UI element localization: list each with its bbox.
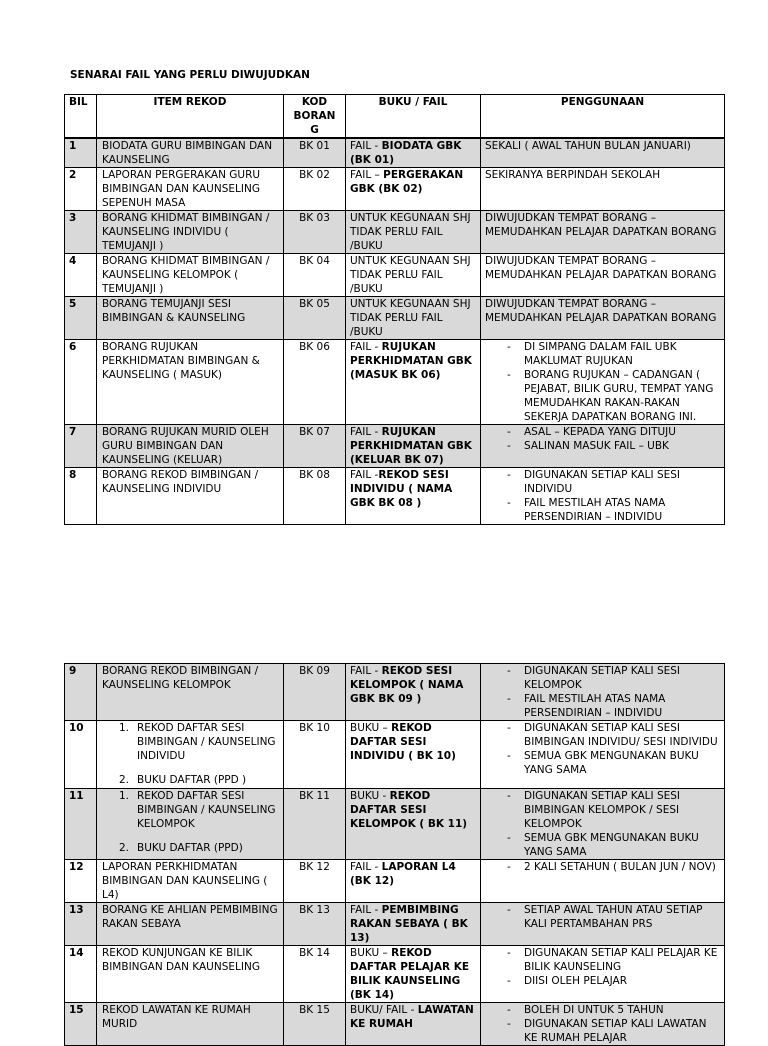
records-table-part-2 xyxy=(64,663,725,1046)
item-list-text: REKOD DAFTAR SESI BIMBINGAN / KAUNSELING INDIVIDU xyxy=(137,722,276,762)
penggunaan xyxy=(481,946,725,1003)
buku-fail-name: RUJUKAN PERKHIDMATAN GBK (MASUK BK 06) xyxy=(350,341,472,381)
buku-fail-name: PERGERAKAN GBK (BK 02) xyxy=(350,169,464,195)
penggunaan-item: - SEMUA GBK MENGUNAKAN BUKU YANG SAMA xyxy=(485,749,720,777)
item-rekod: BORANG TEMUJANJI SESI BIMBINGAN & KAUNSELING xyxy=(97,297,284,340)
item-list-text: BUKU DAFTAR (PPD ) xyxy=(137,774,247,786)
buku-fail xyxy=(346,946,481,1003)
buku-fail xyxy=(346,1003,481,1046)
item-rekod xyxy=(97,789,284,860)
item-list xyxy=(102,721,279,787)
penggunaan-list xyxy=(485,903,720,931)
buku-fail-name: REKOD SESI INDIVIDU ( NAMA GBK BK 08 ) xyxy=(350,469,453,509)
buku-fail-prefix: BUKU – xyxy=(350,947,392,959)
item-list-entry xyxy=(102,773,279,787)
row-number: 1 xyxy=(65,138,97,168)
penggunaan xyxy=(481,721,725,789)
kod-borang: BK 04 xyxy=(284,254,346,297)
table-row xyxy=(65,297,725,340)
item-list-text: BUKU DAFTAR (PPD) xyxy=(137,842,243,854)
penggunaan xyxy=(481,340,725,425)
penggunaan: DIWUJUDKAN TEMPAT BORANG – MEMUDAHKAN PELAJAR DAPATKAN BORANG xyxy=(481,254,725,297)
item-list-number: 2. xyxy=(119,842,130,854)
row-number: 11 xyxy=(65,789,97,860)
row-number: 4 xyxy=(65,254,97,297)
penggunaan xyxy=(481,425,725,468)
item-rekod: BORANG REKOD BIMBINGAN / KAUNSELING INDIVIDU xyxy=(97,468,284,525)
row-number: 3 xyxy=(65,211,97,254)
buku-fail-prefix: FAIL - xyxy=(350,140,382,152)
table-row xyxy=(65,903,725,946)
table-row xyxy=(65,138,725,168)
kod-borang: BK 12 xyxy=(284,860,346,903)
buku-fail xyxy=(346,903,481,946)
table-row xyxy=(65,425,725,468)
buku-fail-name: REKOD DAFTAR SESI INDIVIDU ( BK 10) xyxy=(350,722,456,762)
penggunaan: DIWUJUDKAN TEMPAT BORANG – MEMUDAHKAN PELAJAR DAPATKAN BORANG xyxy=(481,297,725,340)
kod-borang: BK 13 xyxy=(284,903,346,946)
penggunaan-list xyxy=(485,946,720,988)
table-header-row xyxy=(65,95,725,139)
table-row xyxy=(65,860,725,903)
buku-fail-prefix: FAIL - xyxy=(350,469,379,481)
row-number: 8 xyxy=(65,468,97,525)
buku-fail xyxy=(346,138,481,168)
buku-fail xyxy=(346,211,481,254)
penggunaan-list xyxy=(485,425,720,453)
header-bil: BIL xyxy=(65,95,97,139)
kod-borang: BK 01 xyxy=(284,138,346,168)
item-list xyxy=(102,789,279,855)
item-list-entry xyxy=(102,841,279,855)
item-rekod: BORANG KE AHLIAN PEMBIMBING RAKAN SEBAYA xyxy=(97,903,284,946)
penggunaan xyxy=(481,903,725,946)
penggunaan xyxy=(481,860,725,903)
item-rekod: BORANG RUJUKAN MURID OLEH GURU BIMBINGAN DAN KAUNSELING (KELUAR) xyxy=(97,425,284,468)
penggunaan-list xyxy=(485,340,720,424)
table-row xyxy=(65,789,725,860)
kod-borang: BK 11 xyxy=(284,789,346,860)
penggunaan-list xyxy=(485,721,720,777)
table-row xyxy=(65,664,725,721)
item-list-entry xyxy=(102,789,279,831)
table-row xyxy=(65,468,725,525)
buku-fail xyxy=(346,789,481,860)
penggunaan-item: - SETIAP AWAL TAHUN ATAU SETIAP KALI PERTAMBAHAN PRS xyxy=(485,903,720,931)
kod-borang: BK 05 xyxy=(284,297,346,340)
penggunaan-list xyxy=(485,789,720,859)
buku-fail xyxy=(346,860,481,903)
kod-borang: BK 09 xyxy=(284,664,346,721)
penggunaan: SEKIRANYA BERPINDAH SEKOLAH xyxy=(481,168,725,211)
buku-fail-name: REKOD DAFTAR PELAJAR KE BILIK KAUNSELING (BK 14) xyxy=(350,947,469,1001)
item-list-text: REKOD DAFTAR SESI BIMBINGAN / KAUNSELING KELOMPOK xyxy=(137,790,276,830)
buku-fail xyxy=(346,297,481,340)
item-rekod: BORANG RUJUKAN PERKHIDMATAN BIMBINGAN & KAUNSELING ( MASUK) xyxy=(97,340,284,425)
table-row xyxy=(65,340,725,425)
kod-borang: BK 10 xyxy=(284,721,346,789)
row-number: 7 xyxy=(65,425,97,468)
buku-fail-prefix: FAIL - xyxy=(350,665,382,677)
records-table-part-1 xyxy=(64,94,725,525)
item-list-entry xyxy=(102,721,279,763)
kod-borang: BK 15 xyxy=(284,1003,346,1046)
buku-fail-prefix: UNTUK KEGUNAAN SHJ TIDAK PERLU FAIL /BUKU xyxy=(350,212,471,252)
buku-fail xyxy=(346,168,481,211)
penggunaan-list xyxy=(485,1003,720,1045)
header-item: ITEM REKOD xyxy=(97,95,284,139)
table-row xyxy=(65,254,725,297)
item-rekod: BORANG KHIDMAT BIMBINGAN / KAUNSELING KELOMPOK ( TEMUJANJI ) xyxy=(97,254,284,297)
page-title: SENARAI FAIL YANG PERLU DIWUJUDKAN xyxy=(70,69,310,81)
penggunaan-list xyxy=(485,468,720,524)
penggunaan: DIWUJUDKAN TEMPAT BORANG – MEMUDAHKAN PELAJAR DAPATKAN BORANG xyxy=(481,211,725,254)
item-rekod: REKOD LAWATAN KE RUMAH MURID xyxy=(97,1003,284,1046)
buku-fail xyxy=(346,254,481,297)
table-row xyxy=(65,946,725,1003)
item-rekod: LAPORAN PERKHIDMATAN BIMBINGAN DAN KAUNSELING ( L4) xyxy=(97,860,284,903)
buku-fail-name: LAWATAN KE RUMAH xyxy=(350,1004,474,1030)
item-rekod xyxy=(97,721,284,789)
penggunaan-item: - ASAL – KEPADA YANG DITUJU xyxy=(485,425,720,439)
item-list-number: 1. xyxy=(119,722,130,734)
buku-fail-name: LAPORAN L4 (BK 12) xyxy=(350,861,456,887)
penggunaan-item: - DIGUNAKAN SETIAP KALI SESI BIMBINGAN KELOMPOK / SESI KELOMPOK xyxy=(485,789,720,831)
penggunaan-item: - DIGUNAKAN SETIAP KALI SESI INDIVIDU xyxy=(485,468,720,496)
row-number: 9 xyxy=(65,664,97,721)
row-number: 13 xyxy=(65,903,97,946)
buku-fail-prefix: FAIL - xyxy=(350,904,382,916)
header-penggunaan: PENGGUNAAN xyxy=(481,95,725,139)
buku-fail-name: RUJUKAN PERKHIDMATAN GBK (KELUAR BK 07) xyxy=(350,426,472,466)
item-rekod: LAPORAN PERGERAKAN GURU BIMBINGAN DAN KAUNSELING SEPENUH MASA xyxy=(97,168,284,211)
penggunaan: SEKALI ( AWAL TAHUN BULAN JANUARI) xyxy=(481,138,725,168)
table-row xyxy=(65,211,725,254)
penggunaan-item: - DIGUNAKAN SETIAP KALI LAWATAN KE RUMAH PELAJAR xyxy=(485,1017,720,1045)
row-number: 12 xyxy=(65,860,97,903)
item-list-number: 1. xyxy=(119,790,130,802)
row-number: 2 xyxy=(65,168,97,211)
buku-fail xyxy=(346,664,481,721)
buku-fail-prefix: FAIL - xyxy=(350,341,382,353)
item-rekod: BIODATA GURU BIMBINGAN DAN KAUNSELING xyxy=(97,138,284,168)
buku-fail-prefix: BUKU – xyxy=(350,722,392,734)
penggunaan-item: - DI SIMPANG DALAM FAIL UBK MAKLUMAT RUJUKAN xyxy=(485,340,720,368)
penggunaan-list xyxy=(485,860,720,874)
buku-fail-prefix: BUKU/ FAIL - xyxy=(350,1004,418,1016)
buku-fail xyxy=(346,340,481,425)
penggunaan-item: - DIISI OLEH PELAJAR xyxy=(485,974,720,988)
penggunaan-item: - SALINAN MASUK FAIL – UBK xyxy=(485,439,720,453)
item-rekod: BORANG KHIDMAT BIMBINGAN / KAUNSELING INDIVIDU ( TEMUJANJI ) xyxy=(97,211,284,254)
penggunaan-item: - FAIL MESTILAH ATAS NAMA PERSENDIRIAN – INDIVIDU xyxy=(485,692,720,720)
kod-borang: BK 07 xyxy=(284,425,346,468)
buku-fail-name: PEMBIMBING RAKAN SEBAYA ( BK 13) xyxy=(350,904,468,944)
buku-fail-name: REKOD SESI KELOMPOK ( NAMA GBK BK 09 ) xyxy=(350,665,464,705)
penggunaan-list xyxy=(485,664,720,720)
table-row xyxy=(65,168,725,211)
header-kod: KOD BORAN G xyxy=(284,95,346,139)
buku-fail-name: REKOD DAFTAR SESI KELOMPOK ( BK 11) xyxy=(350,790,468,830)
kod-borang: BK 02 xyxy=(284,168,346,211)
header-buku: BUKU / FAIL xyxy=(346,95,481,139)
penggunaan-item: - FAIL MESTILAH ATAS NAMA PERSENDIRIAN – INDIVIDU xyxy=(485,496,720,524)
penggunaan xyxy=(481,664,725,721)
row-number: 6 xyxy=(65,340,97,425)
row-number: 15 xyxy=(65,1003,97,1046)
buku-fail-prefix: UNTUK KEGUNAAN SHJ TIDAK PERLU FAIL /BUKU xyxy=(350,298,471,338)
penggunaan-item: - DIGUNAKAN SETIAP KALI SESI KELOMPOK xyxy=(485,664,720,692)
penggunaan-item: - DIGUNAKAN SETIAP KALI SESI BIMBINGAN INDIVIDU/ SESI INDIVIDU xyxy=(485,721,720,749)
buku-fail-prefix: FAIL – xyxy=(350,169,384,181)
buku-fail-prefix: UNTUK KEGUNAAN SHJ TIDAK PERLU FAIL /BUKU xyxy=(350,255,471,295)
row-number: 14 xyxy=(65,946,97,1003)
penggunaan xyxy=(481,1003,725,1046)
buku-fail xyxy=(346,425,481,468)
item-rekod: BORANG REKOD BIMBINGAN / KAUNSELING KELOMPOK xyxy=(97,664,284,721)
buku-fail xyxy=(346,468,481,525)
penggunaan-item: - SEMUA GBK MENGUNAKAN BUKU YANG SAMA xyxy=(485,831,720,859)
buku-fail-prefix: FAIL - xyxy=(350,426,382,438)
penggunaan-item: - BOLEH DI UNTUK 5 TAHUN xyxy=(485,1003,720,1017)
buku-fail xyxy=(346,721,481,789)
penggunaan xyxy=(481,468,725,525)
penggunaan-item: - DIGUNAKAN SETIAP KALI PELAJAR KE BILIK KAUNSELING xyxy=(485,946,720,974)
kod-borang: BK 08 xyxy=(284,468,346,525)
kod-borang: BK 03 xyxy=(284,211,346,254)
item-rekod: REKOD KUNJUNGAN KE BILIK BIMBINGAN DAN KAUNSELING xyxy=(97,946,284,1003)
kod-borang: BK 06 xyxy=(284,340,346,425)
row-number: 5 xyxy=(65,297,97,340)
item-list-number: 2. xyxy=(119,774,130,786)
kod-borang: BK 14 xyxy=(284,946,346,1003)
penggunaan-item: - BORANG RUJUKAN – CADANGAN ( PEJABAT, BILIK GURU, TEMPAT YANG MEMUDAHKAN RAKAN-RAKAN SEKERJA DAPATKAN BORANG INI. xyxy=(485,368,720,424)
buku-fail-prefix: BUKU - xyxy=(350,790,390,802)
penggunaan xyxy=(481,789,725,860)
penggunaan-item: - 2 KALI SETAHUN ( BULAN JUN / NOV) xyxy=(485,860,720,874)
row-number: 10 xyxy=(65,721,97,789)
buku-fail-prefix: FAIL - xyxy=(350,861,382,873)
table-row xyxy=(65,1003,725,1046)
table-row xyxy=(65,721,725,789)
buku-fail-name: BIODATA GBK (BK 01) xyxy=(350,140,462,166)
